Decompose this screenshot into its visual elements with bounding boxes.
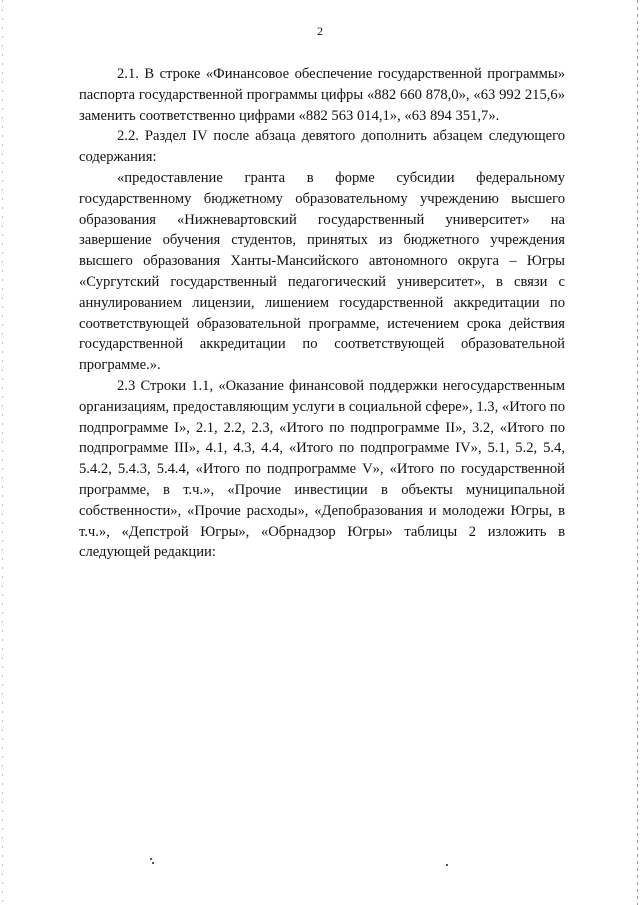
paragraph-2-1: 2.1. В строке «Финансовое обеспечение государственной программы» паспорта государственной программы цифры «882 660 878,0», «63 992 215,6» заменить соответственно цифрами «882 563 014,1», «63 894 351,7». (79, 66, 565, 124)
page-number: 2 (317, 24, 323, 38)
paragraph-2-2: 2.2. Раздел IV после абзаца девятого дополнить абзацем следующего содержания: (79, 128, 565, 166)
scan-edge-left (2, 0, 3, 905)
scan-edge-right (637, 0, 638, 905)
scan-speck (152, 862, 154, 864)
scan-speck (150, 858, 152, 860)
paragraph-2-3: 2.3 Строки 1.1, «Оказание финансовой поддержки негосударственным организациям, предоставляющим услуги в социальной сфере», 1.3, «Итого по подпрограмме I», 2.1, 2.2, 2.3, «Итого по подпрограмме II», 3.2, «Итого по подпрограмме III», 4.1, 4.3, 4.4, «Итого по подпрограмме IV», 5.1, 5.2, 5.4, 5.4.2, 5.4.3, 5.4.4, «Итого по подпрограмме V», «Итого по государственной программе, в т.ч.», «Прочие инвестиции в объекты муниципальной собственности», «Прочие расходы», «Депобразования и молодежи Югры, в т.ч.», «Депстрой Югры», «Обрнадзор Югры» таблицы 2 изложить в следующей редакции: (79, 377, 565, 561)
scan-speck (446, 864, 448, 866)
document-body (79, 64, 565, 563)
paragraph-quote: «предоставление гранта в форме субсидии федеральному государственному бюджетному образовательному учреждению высшего образования «Нижневартовский государственный университет» на завершение обучения студентов, принятых из бюджетного учреждения высшего образования Ханты-Мансийского автономного округа – Югры «Сургутский государственный педагогический университет», в связи с аннулированием лицензии, лишением государственной аккредитации по соответствующей образовательной программе, истечением срока действия государственной аккредитации по соответствующей образовательной программе.». (79, 169, 565, 374)
